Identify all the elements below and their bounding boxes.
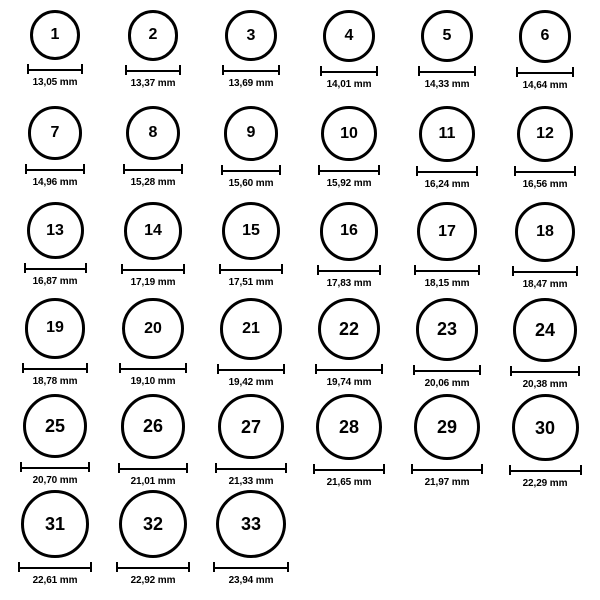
measure-cap-right	[183, 264, 185, 274]
ring-size-cell	[300, 394, 398, 490]
measure-cap-left	[516, 67, 518, 77]
ring-size-cell	[496, 394, 594, 490]
measure-cap-left	[215, 463, 217, 473]
ring-circle	[119, 490, 187, 558]
ring-size-number: 31	[44, 513, 66, 534]
measure-cap-left	[22, 363, 24, 373]
ring-circle	[30, 10, 80, 60]
measure-cap-right	[279, 165, 281, 175]
measure-line	[24, 268, 87, 270]
ring-size-number: 6	[540, 27, 550, 45]
measure-cap-right	[572, 67, 574, 77]
measure-cap-left	[509, 465, 511, 475]
measure-cap-left	[24, 263, 26, 273]
measure-cap-left	[313, 464, 315, 474]
measure-line	[116, 567, 190, 569]
measure-line	[121, 269, 185, 271]
diameter-measure-bar	[510, 366, 580, 376]
ring-size-cell	[398, 106, 496, 202]
diameter-measure-bar	[119, 363, 186, 373]
ring-size-cell	[6, 394, 104, 490]
measure-line	[509, 470, 582, 472]
ring-circle	[512, 394, 579, 461]
ring-size-cell	[202, 106, 300, 202]
ring-size-number: 24	[534, 319, 556, 340]
ring-size-number: 27	[240, 416, 262, 437]
measure-cap-right	[285, 463, 287, 473]
ring-size-number: 21	[242, 319, 260, 337]
measure-cap-left	[217, 364, 219, 374]
diameter-measure-bar	[18, 562, 92, 572]
diameter-measure-bar	[416, 166, 478, 176]
diameter-measure-bar	[222, 65, 279, 75]
measure-cap-right	[479, 365, 481, 375]
measure-cap-left	[320, 66, 322, 76]
measure-cap-right	[379, 265, 381, 275]
diameter-label: 16,87 mm	[32, 276, 78, 287]
measure-line	[20, 467, 90, 469]
measure-line	[27, 69, 83, 71]
ring-size-cell	[202, 490, 300, 586]
measure-cap-left	[20, 462, 22, 472]
measure-line	[411, 469, 483, 471]
ring-circle	[25, 298, 86, 359]
measure-line	[516, 72, 575, 74]
diameter-label: 15,92 mm	[326, 178, 372, 190]
ring-size-number: 9	[246, 124, 256, 142]
ring-size-cell	[496, 106, 594, 202]
ring-size-number: 10	[340, 124, 358, 142]
diameter-label: 21,97 mm	[424, 477, 470, 489]
measure-cap-right	[83, 164, 85, 174]
ring-size-number: 28	[338, 416, 359, 437]
measure-cap-right	[287, 562, 289, 572]
diameter-label: 21,33 mm	[228, 476, 274, 488]
ring-size-cell	[398, 10, 496, 106]
diameter-measure-bar	[219, 264, 283, 274]
ring-size-cell	[300, 202, 398, 298]
ring-circle	[421, 10, 473, 62]
measure-cap-left	[121, 264, 123, 274]
diameter-measure-bar	[116, 562, 190, 572]
diameter-label: 15,28 mm	[130, 177, 176, 189]
measure-line	[418, 71, 476, 73]
measure-cap-right	[576, 266, 578, 276]
ring-circle	[323, 10, 375, 62]
ring-size-cell	[104, 10, 202, 106]
ring-circle	[128, 10, 179, 61]
diameter-label: 19,74 mm	[326, 377, 372, 389]
diameter-label: 17,51 mm	[228, 277, 274, 289]
measure-cap-right	[88, 462, 90, 472]
ring-size-grid	[6, 10, 594, 586]
diameter-label: 13,37 mm	[130, 77, 176, 89]
diameter-measure-bar	[318, 165, 379, 175]
ring-size-cell	[398, 298, 496, 394]
ring-size-number: 5	[442, 27, 452, 45]
ring-size-number: 18	[536, 223, 554, 240]
measure-line	[123, 169, 183, 171]
ring-size-cell	[496, 298, 594, 394]
measure-cap-right	[578, 366, 580, 376]
ring-size-number: 14	[144, 221, 162, 239]
diameter-label: 21,01 mm	[130, 475, 176, 487]
ring-size-cell	[398, 394, 496, 490]
ring-circle	[417, 202, 476, 261]
ring-circle	[320, 202, 379, 261]
measure-line	[221, 170, 282, 172]
measure-cap-right	[381, 364, 383, 374]
diameter-measure-bar	[118, 463, 189, 473]
measure-cap-left	[414, 265, 416, 275]
diameter-label: 20,06 mm	[424, 377, 470, 389]
ring-size-number: 1	[50, 26, 60, 43]
ring-circle	[225, 10, 276, 61]
diameter-label: 18,78 mm	[32, 375, 78, 387]
diameter-measure-bar	[315, 364, 383, 374]
diameter-label: 21,65 mm	[326, 476, 372, 488]
ring-size-cell	[6, 490, 104, 586]
diameter-label: 22,61 mm	[32, 574, 78, 586]
measure-cap-left	[213, 562, 215, 572]
measure-cap-left	[413, 365, 415, 375]
ring-circle	[513, 298, 577, 362]
ring-size-number: 19	[46, 319, 64, 337]
diameter-measure-bar	[411, 464, 483, 474]
diameter-measure-bar	[25, 164, 85, 174]
measure-line	[18, 567, 92, 569]
diameter-label: 14,64 mm	[522, 79, 568, 91]
measure-line	[315, 369, 383, 371]
diameter-measure-bar	[213, 562, 289, 572]
ring-circle	[216, 490, 286, 558]
ring-size-number: 8	[148, 124, 158, 142]
ring-circle	[419, 106, 475, 162]
measure-cap-right	[580, 465, 582, 475]
measure-line	[217, 369, 285, 371]
diameter-measure-bar	[20, 462, 90, 472]
ring-size-number: 2	[148, 26, 158, 44]
measure-cap-left	[411, 464, 413, 474]
diameter-label: 22,29 mm	[522, 478, 568, 489]
diameter-label: 13,05 mm	[32, 77, 78, 88]
ring-size-number: 3	[246, 26, 256, 44]
ring-size-cell	[6, 202, 104, 298]
diameter-measure-bar	[516, 67, 575, 77]
diameter-measure-bar	[123, 164, 183, 174]
measure-line	[320, 71, 378, 73]
diameter-measure-bar	[317, 265, 382, 275]
measure-line	[514, 171, 576, 173]
measure-line	[318, 170, 379, 172]
diameter-measure-bar	[414, 265, 479, 275]
measure-line	[313, 469, 385, 471]
measure-cap-left	[123, 164, 125, 174]
measure-cap-right	[188, 562, 190, 572]
diameter-label: 16,56 mm	[522, 179, 568, 191]
diameter-measure-bar	[217, 364, 285, 374]
ring-circle	[121, 394, 186, 459]
ring-size-cell	[300, 298, 398, 394]
measure-cap-right	[383, 464, 385, 474]
ring-size-cell	[104, 202, 202, 298]
measure-cap-left	[318, 165, 320, 175]
ring-size-number: 15	[242, 222, 260, 240]
measure-cap-right	[86, 363, 88, 373]
measure-line	[213, 567, 289, 569]
measure-cap-left	[125, 65, 127, 75]
diameter-measure-bar	[215, 463, 286, 473]
ring-circle	[222, 202, 280, 260]
diameter-measure-bar	[125, 65, 182, 75]
diameter-label: 13,69 mm	[228, 78, 274, 90]
diameter-measure-bar	[514, 166, 576, 176]
measure-cap-left	[119, 363, 121, 373]
measure-line	[22, 368, 89, 370]
measure-cap-left	[219, 264, 221, 274]
diameter-measure-bar	[512, 266, 578, 276]
ring-circle	[21, 490, 89, 558]
measure-cap-right	[283, 364, 285, 374]
measure-line	[215, 468, 286, 470]
measure-cap-left	[25, 164, 27, 174]
measure-line	[125, 70, 182, 72]
ring-circle	[519, 10, 572, 63]
measure-cap-left	[418, 66, 420, 76]
ring-size-cell	[300, 10, 398, 106]
ring-size-cell	[6, 106, 104, 202]
ring-size-cell	[202, 202, 300, 298]
diameter-label: 18,47 mm	[522, 279, 568, 290]
measure-line	[118, 468, 189, 470]
diameter-label: 16,24 mm	[424, 178, 470, 190]
ring-circle	[27, 202, 84, 259]
diameter-label: 17,19 mm	[130, 276, 176, 288]
ring-size-cell	[104, 394, 202, 490]
ring-circle	[220, 298, 282, 360]
diameter-measure-bar	[22, 363, 89, 373]
ring-size-number: 33	[240, 514, 262, 535]
ring-size-number: 7	[50, 123, 60, 141]
ring-size-cell	[104, 106, 202, 202]
ring-size-number: 12	[536, 125, 554, 143]
ring-circle	[218, 394, 283, 459]
measure-cap-right	[185, 363, 187, 373]
diameter-label: 15,60 mm	[228, 177, 274, 189]
diameter-measure-bar	[27, 64, 83, 74]
ring-circle	[122, 298, 183, 359]
measure-cap-right	[181, 164, 183, 174]
diameter-measure-bar	[121, 264, 185, 274]
measure-cap-left	[510, 366, 512, 376]
diameter-label: 14,01 mm	[326, 78, 372, 90]
measure-cap-left	[222, 65, 224, 75]
diameter-measure-bar	[221, 165, 282, 175]
ring-size-cell	[202, 10, 300, 106]
ring-size-number: 17	[438, 222, 456, 240]
diameter-label: 14,33 mm	[424, 79, 470, 91]
ring-size-cell	[104, 298, 202, 394]
measure-cap-right	[478, 265, 480, 275]
diameter-label: 19,42 mm	[228, 376, 274, 388]
ring-size-number: 4	[344, 26, 354, 44]
ring-circle	[517, 106, 573, 162]
measure-cap-left	[512, 266, 514, 276]
measure-line	[414, 270, 479, 272]
measure-cap-right	[476, 166, 478, 176]
ring-circle	[321, 106, 376, 161]
measure-cap-right	[574, 166, 576, 176]
measure-cap-left	[118, 463, 120, 473]
ring-size-number: 11	[438, 124, 456, 142]
ring-size-number: 32	[142, 514, 164, 534]
measure-line	[222, 70, 279, 72]
ring-size-cell	[398, 202, 496, 298]
measure-cap-left	[416, 166, 418, 176]
measure-cap-right	[481, 464, 483, 474]
ring-size-cell	[496, 202, 594, 298]
ring-circle	[515, 202, 575, 262]
diameter-measure-bar	[24, 263, 87, 273]
measure-line	[317, 270, 382, 272]
diameter-measure-bar	[418, 66, 476, 76]
measure-cap-left	[18, 562, 20, 572]
ring-circle	[316, 394, 382, 460]
ring-size-number: 13	[46, 221, 64, 239]
ring-circle	[23, 394, 87, 458]
diameter-label: 20,38 mm	[522, 378, 568, 390]
measure-cap-right	[85, 263, 87, 273]
measure-cap-left	[116, 562, 118, 572]
measure-cap-left	[27, 64, 29, 74]
ring-size-cell	[6, 10, 104, 106]
ring-size-number: 20	[144, 319, 162, 337]
diameter-label: 17,83 mm	[326, 277, 372, 289]
measure-cap-right	[90, 562, 92, 572]
ring-circle	[414, 394, 480, 460]
ring-circle	[224, 106, 279, 161]
ring-size-number: 25	[44, 416, 66, 436]
measure-cap-right	[81, 64, 83, 74]
ring-circle	[126, 106, 180, 160]
measure-cap-right	[376, 66, 378, 76]
measure-cap-right	[378, 165, 380, 175]
measure-cap-left	[514, 166, 516, 176]
measure-cap-right	[474, 66, 476, 76]
ring-size-number: 16	[340, 222, 358, 240]
ring-size-cell	[496, 10, 594, 106]
ring-circle	[124, 202, 182, 260]
diameter-label: 20,70 mm	[32, 475, 78, 486]
measure-line	[510, 371, 580, 373]
measure-cap-right	[281, 264, 283, 274]
measure-line	[25, 169, 85, 171]
diameter-label: 19,10 mm	[130, 376, 176, 388]
ring-circle	[416, 298, 479, 361]
diameter-measure-bar	[320, 66, 378, 76]
measure-cap-left	[317, 265, 319, 275]
diameter-measure-bar	[509, 465, 582, 475]
measure-line	[119, 368, 186, 370]
diameter-label: 23,94 mm	[228, 575, 274, 586]
ring-size-number: 22	[338, 319, 359, 340]
measure-cap-left	[315, 364, 317, 374]
ring-size-number: 26	[142, 416, 164, 437]
diameter-label: 22,92 mm	[130, 575, 176, 586]
ring-size-number: 30	[534, 417, 556, 438]
diameter-label: 14,96 mm	[32, 176, 78, 188]
measure-cap-right	[186, 463, 188, 473]
measure-cap-right	[179, 65, 181, 75]
ring-size-cell	[104, 490, 202, 586]
measure-line	[512, 271, 578, 273]
ring-size-cell	[202, 298, 300, 394]
measure-line	[219, 269, 283, 271]
ring-size-cell	[300, 106, 398, 202]
measure-line	[413, 370, 482, 372]
ring-size-cell	[6, 298, 104, 394]
measure-cap-right	[278, 65, 280, 75]
diameter-label: 18,15 mm	[424, 278, 470, 290]
ring-size-cell	[202, 394, 300, 490]
ring-circle	[28, 106, 82, 160]
ring-circle	[318, 298, 380, 360]
ring-size-number: 23	[436, 319, 457, 340]
measure-cap-left	[221, 165, 223, 175]
diameter-measure-bar	[413, 365, 482, 375]
ring-size-number: 29	[436, 417, 457, 438]
diameter-measure-bar	[313, 464, 385, 474]
measure-line	[416, 171, 478, 173]
